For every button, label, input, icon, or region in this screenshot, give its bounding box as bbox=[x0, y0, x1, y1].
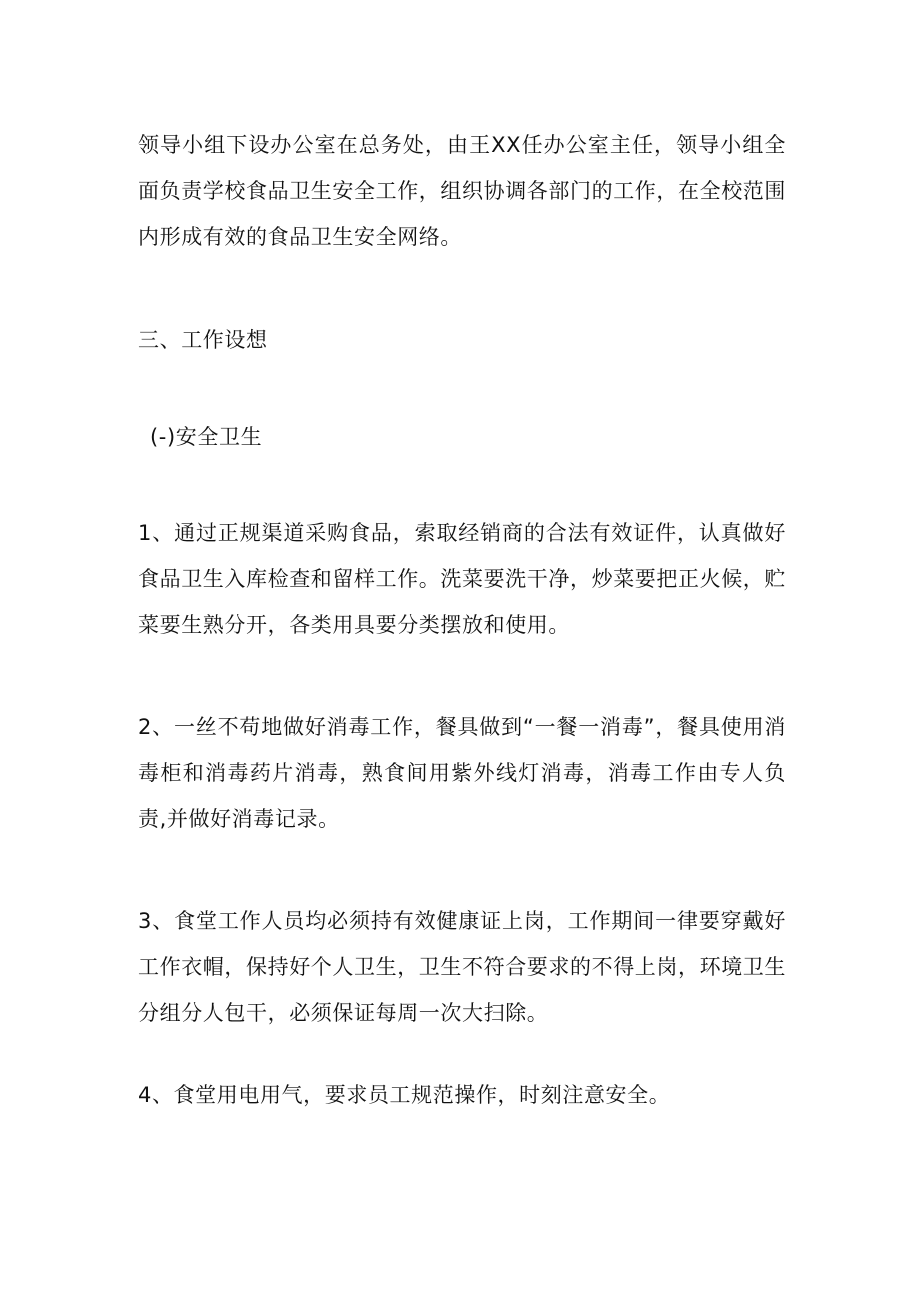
intro-paragraph: 领导小组下设办公室在总务处，由王XX任办公室主任，领导小组全面负责学校食品卫生安全工作，组织协调各部门的工作，在全校范围内形成有效的食品卫生安全网络。 bbox=[138, 133, 786, 249]
list-item-4: 4、食堂用电用气，要求员工规范操作，时刻注意安全。 bbox=[138, 1083, 671, 1107]
subsection-heading: (-)安全卫生 bbox=[150, 425, 263, 449]
list-item-1: 1、通过正规渠道采购食品，索取经销商的合法有效证件，认真做好食品卫生入库检查和留样工作。洗菜要洗干净，炒菜要把正火候，贮菜要生熟分开，各类用具要分类摆放和使用。 bbox=[138, 521, 786, 637]
section-heading: 三、工作设想 bbox=[138, 328, 268, 352]
list-item-3: 3、食堂工作人员均必须持有效健康证上岗，工作期间一律要穿戴好工作衣帽，保持好个人卫生，卫生不符合要求的不得上岗，环境卫生分组分人包干，必须保证每周一次大扫除。 bbox=[138, 909, 786, 1025]
list-item-2: 2、一丝不苟地做好消毒工作，餐具做到“一餐一消毒”，餐具使用消毒柜和消毒药片消毒，熟食间用紫外线灯消毒，消毒工作由专人负责,并做好消毒记录。 bbox=[138, 715, 786, 831]
